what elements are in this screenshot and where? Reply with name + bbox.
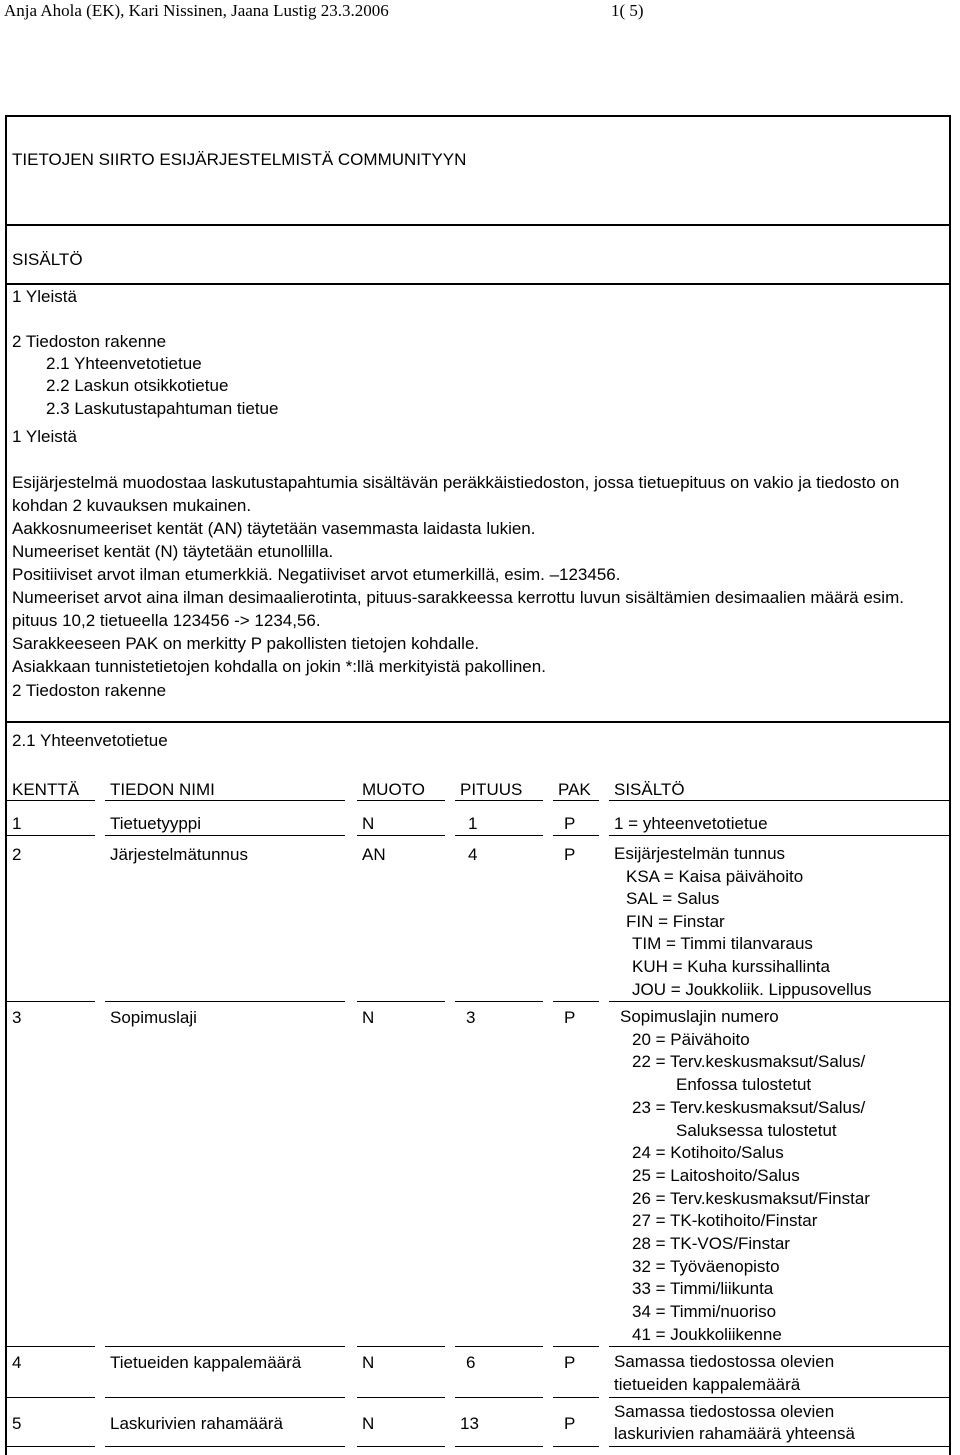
row-underline (609, 1397, 951, 1398)
cell-sisalto: FIN = Finstar (626, 912, 725, 931)
header-authors: Anja Ahola (EK), Kari Nissinen, Jaana Lustig 23.3.2006 (4, 1, 389, 20)
row-underline (105, 1446, 345, 1447)
cell-sisalto: 27 = TK-kotihoito/Finstar (632, 1211, 818, 1230)
toc-divider (5, 283, 951, 285)
toc-item[interactable]: 2 Tiedoston rakenne (12, 332, 167, 351)
header-underline (105, 800, 345, 801)
paragraph: Sarakkeeseen PAK on merkitty P pakollisten tietojen kohdalle. (12, 634, 480, 653)
row-underline (7, 1001, 95, 1002)
section-heading: 2 Tiedoston rakenne (12, 681, 167, 700)
section-divider (5, 721, 951, 723)
cell-muoto: N (362, 1414, 375, 1433)
cell-pituus: 1 (468, 814, 478, 833)
cell-sisalto: Enfossa tulostetut (676, 1075, 812, 1094)
row-underline (455, 835, 543, 836)
cell-kentta: 5 (12, 1414, 22, 1433)
header-underline (357, 800, 445, 801)
row-underline (553, 835, 599, 836)
cell-sisalto: KSA = Kaisa päivähoito (626, 867, 804, 886)
paragraph: Positiiviset arvot ilman etumerkkiä. Negatiiviset arvot etumerkillä, esim. –123456. (12, 565, 621, 584)
paragraph: Esijärjestelmä muodostaa laskutustapahtumia sisältävän peräkkäistiedoston, jossa tietuepituus on vakio ja tiedosto on kohdan 2 kuvauksen mukainen. (12, 473, 900, 515)
paragraph: Numeeriset arvot aina ilman desimaalierotinta, pituus-sarakkeessa kerrottu luvun sisältämien desimaalien määrä esim. pituus 10,2 tietueella 123456 -> 1234,56. (12, 588, 904, 630)
cell-muoto: N (362, 814, 375, 833)
row-underline (357, 1446, 445, 1447)
cell-pak: P (564, 845, 576, 864)
cell-sisalto: KUH = Kuha kurssihallinta (632, 957, 830, 976)
column-header: SISÄLTÖ (614, 780, 685, 799)
cell-sisalto: 24 = Kotihoito/Salus (632, 1143, 784, 1162)
paragraph: Numeeriset kentät (N) täytetään etunollilla. (12, 542, 334, 561)
section-heading: 1 Yleistä (12, 427, 77, 446)
cell-sisalto: Samassa tiedostossa olevien (614, 1402, 835, 1421)
cell-pak: P (564, 1008, 576, 1027)
toc-item[interactable]: 2.3 Laskutustapahtuman tietue (46, 399, 279, 418)
row-underline (357, 1397, 445, 1398)
row-underline (357, 1346, 445, 1347)
row-underline (7, 1397, 95, 1398)
cell-sisalto: 32 = Työväenopisto (632, 1257, 780, 1276)
cell-sisalto: 33 = Timmi/liikunta (632, 1279, 774, 1298)
row-underline (105, 1346, 345, 1347)
row-underline (553, 1397, 599, 1398)
paragraph: Aakkosnumeeriset kentät (AN) täytetään vasemmasta laidasta lukien. (12, 519, 536, 538)
cell-sisalto: Saluksessa tulostetut (676, 1121, 837, 1140)
cell-sisalto: JOU = Joukkoliik. Lippusovellus (632, 980, 872, 999)
row-underline (7, 1346, 95, 1347)
cell-kentta: 3 (12, 1008, 22, 1027)
title-divider (5, 224, 951, 226)
column-header: PITUUS (460, 780, 523, 799)
cell-sisalto: SAL = Salus (626, 889, 720, 908)
row-underline (553, 1346, 599, 1347)
cell-pak: P (564, 1414, 576, 1433)
cell-sisalto: 28 = TK-VOS/Finstar (632, 1234, 790, 1253)
cell-sisalto: tietueiden kappalemäärä (614, 1375, 801, 1394)
row-underline (357, 1001, 445, 1002)
cell-sisalto: Sopimuslajin numero (620, 1007, 779, 1026)
cell-sisalto: 20 = Päivähoito (632, 1030, 750, 1049)
cell-pituus: 3 (466, 1008, 476, 1027)
row-underline (7, 835, 95, 836)
cell-sisalto: 1 = yhteenvetotietue (614, 814, 768, 833)
cell-sisalto: laskurivien rahamäärä yhteensä (614, 1424, 855, 1443)
column-header: MUOTO (362, 780, 425, 799)
document-title: TIETOJEN SIIRTO ESIJÄRJESTELMISTÄ COMMUNITYYN (12, 150, 467, 169)
header-page-number: 1( 5) (611, 1, 644, 20)
cell-nimi: Laskurivien rahamäärä (110, 1414, 283, 1433)
cell-nimi: Sopimuslaji (110, 1008, 197, 1027)
column-header: PAK (558, 780, 591, 799)
cell-sisalto: 22 = Terv.keskusmaksut/Salus/ (632, 1052, 866, 1071)
cell-kentta: 2 (12, 845, 22, 864)
cell-muoto: AN (362, 845, 386, 864)
row-underline (455, 1397, 543, 1398)
cell-pituus: 4 (468, 845, 478, 864)
toc-heading: SISÄLTÖ (12, 250, 83, 269)
toc-item[interactable]: 2.1 Yhteenvetotietue (46, 354, 202, 373)
row-underline (553, 1446, 599, 1447)
cell-muoto: N (362, 1008, 375, 1027)
toc-item[interactable]: 1 Yleistä (12, 287, 77, 306)
row-underline (105, 1001, 345, 1002)
row-underline (455, 1001, 543, 1002)
row-underline (455, 1346, 543, 1347)
row-underline (105, 1397, 345, 1398)
paragraph: Asiakkaan tunnistetietojen kohdalla on jokin *:llä merkityistä pakollinen. (12, 657, 546, 676)
section-heading: 2.1 Yhteenvetotietue (12, 731, 168, 750)
row-underline (455, 1446, 543, 1447)
cell-pak: P (564, 1353, 576, 1372)
cell-pituus: 13 (460, 1414, 479, 1433)
row-underline (609, 1001, 951, 1002)
cell-nimi: Tietuetyyppi (110, 814, 202, 833)
cell-nimi: Järjestelmätunnus (110, 845, 248, 864)
header-underline (609, 800, 951, 801)
header-underline (455, 800, 543, 801)
row-underline (105, 835, 345, 836)
cell-sisalto: TIM = Timmi tilanvaraus (632, 934, 813, 953)
header-underline (553, 800, 599, 801)
section1-text (12, 471, 948, 678)
row-underline (357, 835, 445, 836)
header-underline (7, 800, 95, 801)
row-underline (609, 1346, 951, 1347)
cell-pak: P (564, 814, 576, 833)
toc-item[interactable]: 2.2 Laskun otsikkotietue (46, 376, 229, 395)
cell-sisalto: 23 = Terv.keskusmaksut/Salus/ (632, 1098, 866, 1117)
cell-sisalto: Esijärjestelmän tunnus (614, 844, 786, 863)
row-underline (609, 835, 951, 836)
cell-muoto: N (362, 1353, 375, 1372)
cell-sisalto: 25 = Laitoshoito/Salus (632, 1166, 800, 1185)
cell-sisalto: Samassa tiedostossa olevien (614, 1352, 835, 1371)
cell-kentta: 4 (12, 1353, 22, 1372)
cell-sisalto: 41 = Joukkoliikenne (632, 1325, 782, 1344)
cell-pituus: 6 (466, 1353, 476, 1372)
row-underline (609, 1446, 951, 1447)
cell-sisalto: 26 = Terv.keskusmaksut/Finstar (632, 1189, 870, 1208)
cell-kentta: 1 (12, 814, 22, 833)
column-header: KENTTÄ (12, 780, 80, 799)
cell-sisalto: 34 = Timmi/nuoriso (632, 1302, 777, 1321)
row-underline (7, 1446, 95, 1447)
row-underline (553, 1001, 599, 1002)
page-header (4, 0, 954, 24)
column-header: TIEDON NIMI (110, 780, 215, 799)
cell-nimi: Tietueiden kappalemäärä (110, 1353, 302, 1372)
